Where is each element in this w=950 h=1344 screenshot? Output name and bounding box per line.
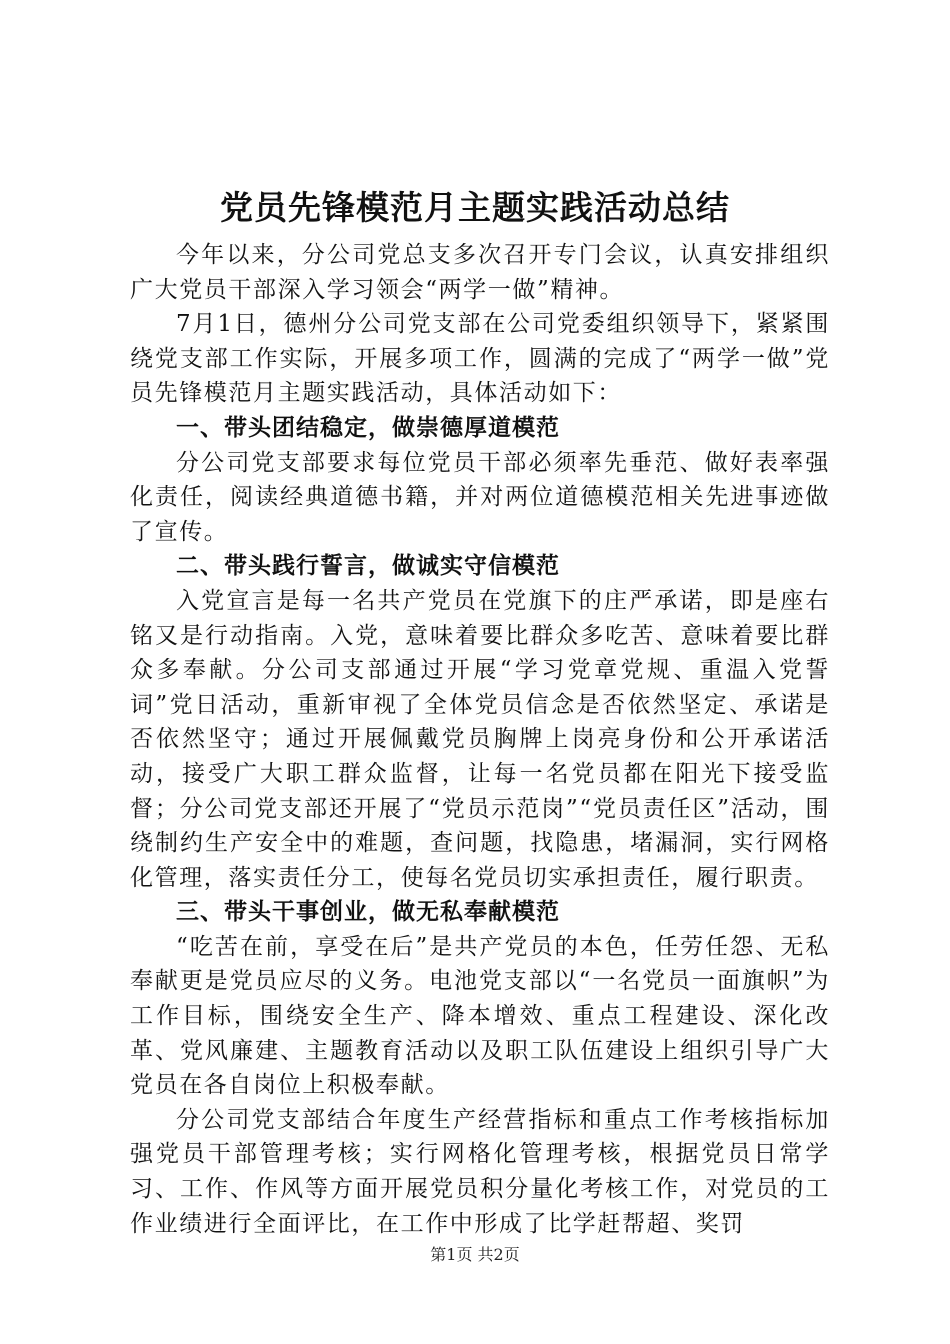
page-number: 第1页 共2页 (430, 1245, 520, 1264)
paragraph: 分公司党支部结合年度生产经营指标和重点工作考核指标加强党员干部管理考核；实行网格化管理考核，根据党员日常学习、工作、作风等方面开展党员积分量化考核工作，对党员的工作业绩进行全面评比，在工作中形成了比学赶帮超、奖罚 (130, 1106, 830, 1237)
paragraph: 今年以来，分公司党总支多次召开专门会议，认真安排组织广大党员干部深入学习领会“两学一做”精神。 (130, 242, 830, 303)
document-title: 党员先锋模范月主题实践活动总结 (220, 188, 730, 227)
section-heading: 一、带头团结稳定，做崇德厚道模范 (176, 414, 560, 441)
document-body (130, 238, 830, 1241)
paragraph: 7月1日，德州分公司党支部在公司党委组织领导下，紧紧围绕党支部工作实际，开展多项工作，圆满的完成了“两学一做”党员先锋模范月主题实践活动，具体活动如下： (130, 311, 830, 407)
paragraph: 入党宣言是每一名共产党员在党旗下的庄严承诺，即是座右铭又是行动指南。入党，意味着要比群众多吃苦、意味着要比群众多奉献。分公司支部通过开展“学习党章党规、重温入党誓词”党日活动，重新审视了全体党员信念是否依然坚定、承诺是否依然坚守；通过开展佩戴党员胸牌上岗亮身份和公开承诺活动，接受广大职工群众监督，让每一名党员都在阳光下接受监督；分公司党支部还开展了“党员示范岗”“党员责任区”活动，围绕制约生产安全中的难题，查问题，找隐患，堵漏洞，实行网格化管理，落实责任分工，使每名党员切实承担责任，履行职责。 (130, 587, 830, 891)
paragraph: 分公司党支部要求每位党员干部必须率先垂范、做好表率强化责任，阅读经典道德书籍，并对两位道德模范相关先进事迹做了宣传。 (130, 449, 830, 545)
section-heading: 三、带头干事创业，做无私奉献模范 (176, 899, 560, 926)
section-heading: 二、带头践行誓言，做诚实守信模范 (176, 553, 560, 580)
paragraph: “吃苦在前，享受在后”是共产党员的本色，任劳任怨、无私奉献更是党员应尽的义务。电池党支部以“一名党员一面旗帜”为工作目标，围绕安全生产、降本增效、重点工程建设、深化改革、党风廉建、主题教育活动以及职工队伍建设上组织引导广大党员在各自岗位上积极奉献。 (130, 933, 830, 1099)
